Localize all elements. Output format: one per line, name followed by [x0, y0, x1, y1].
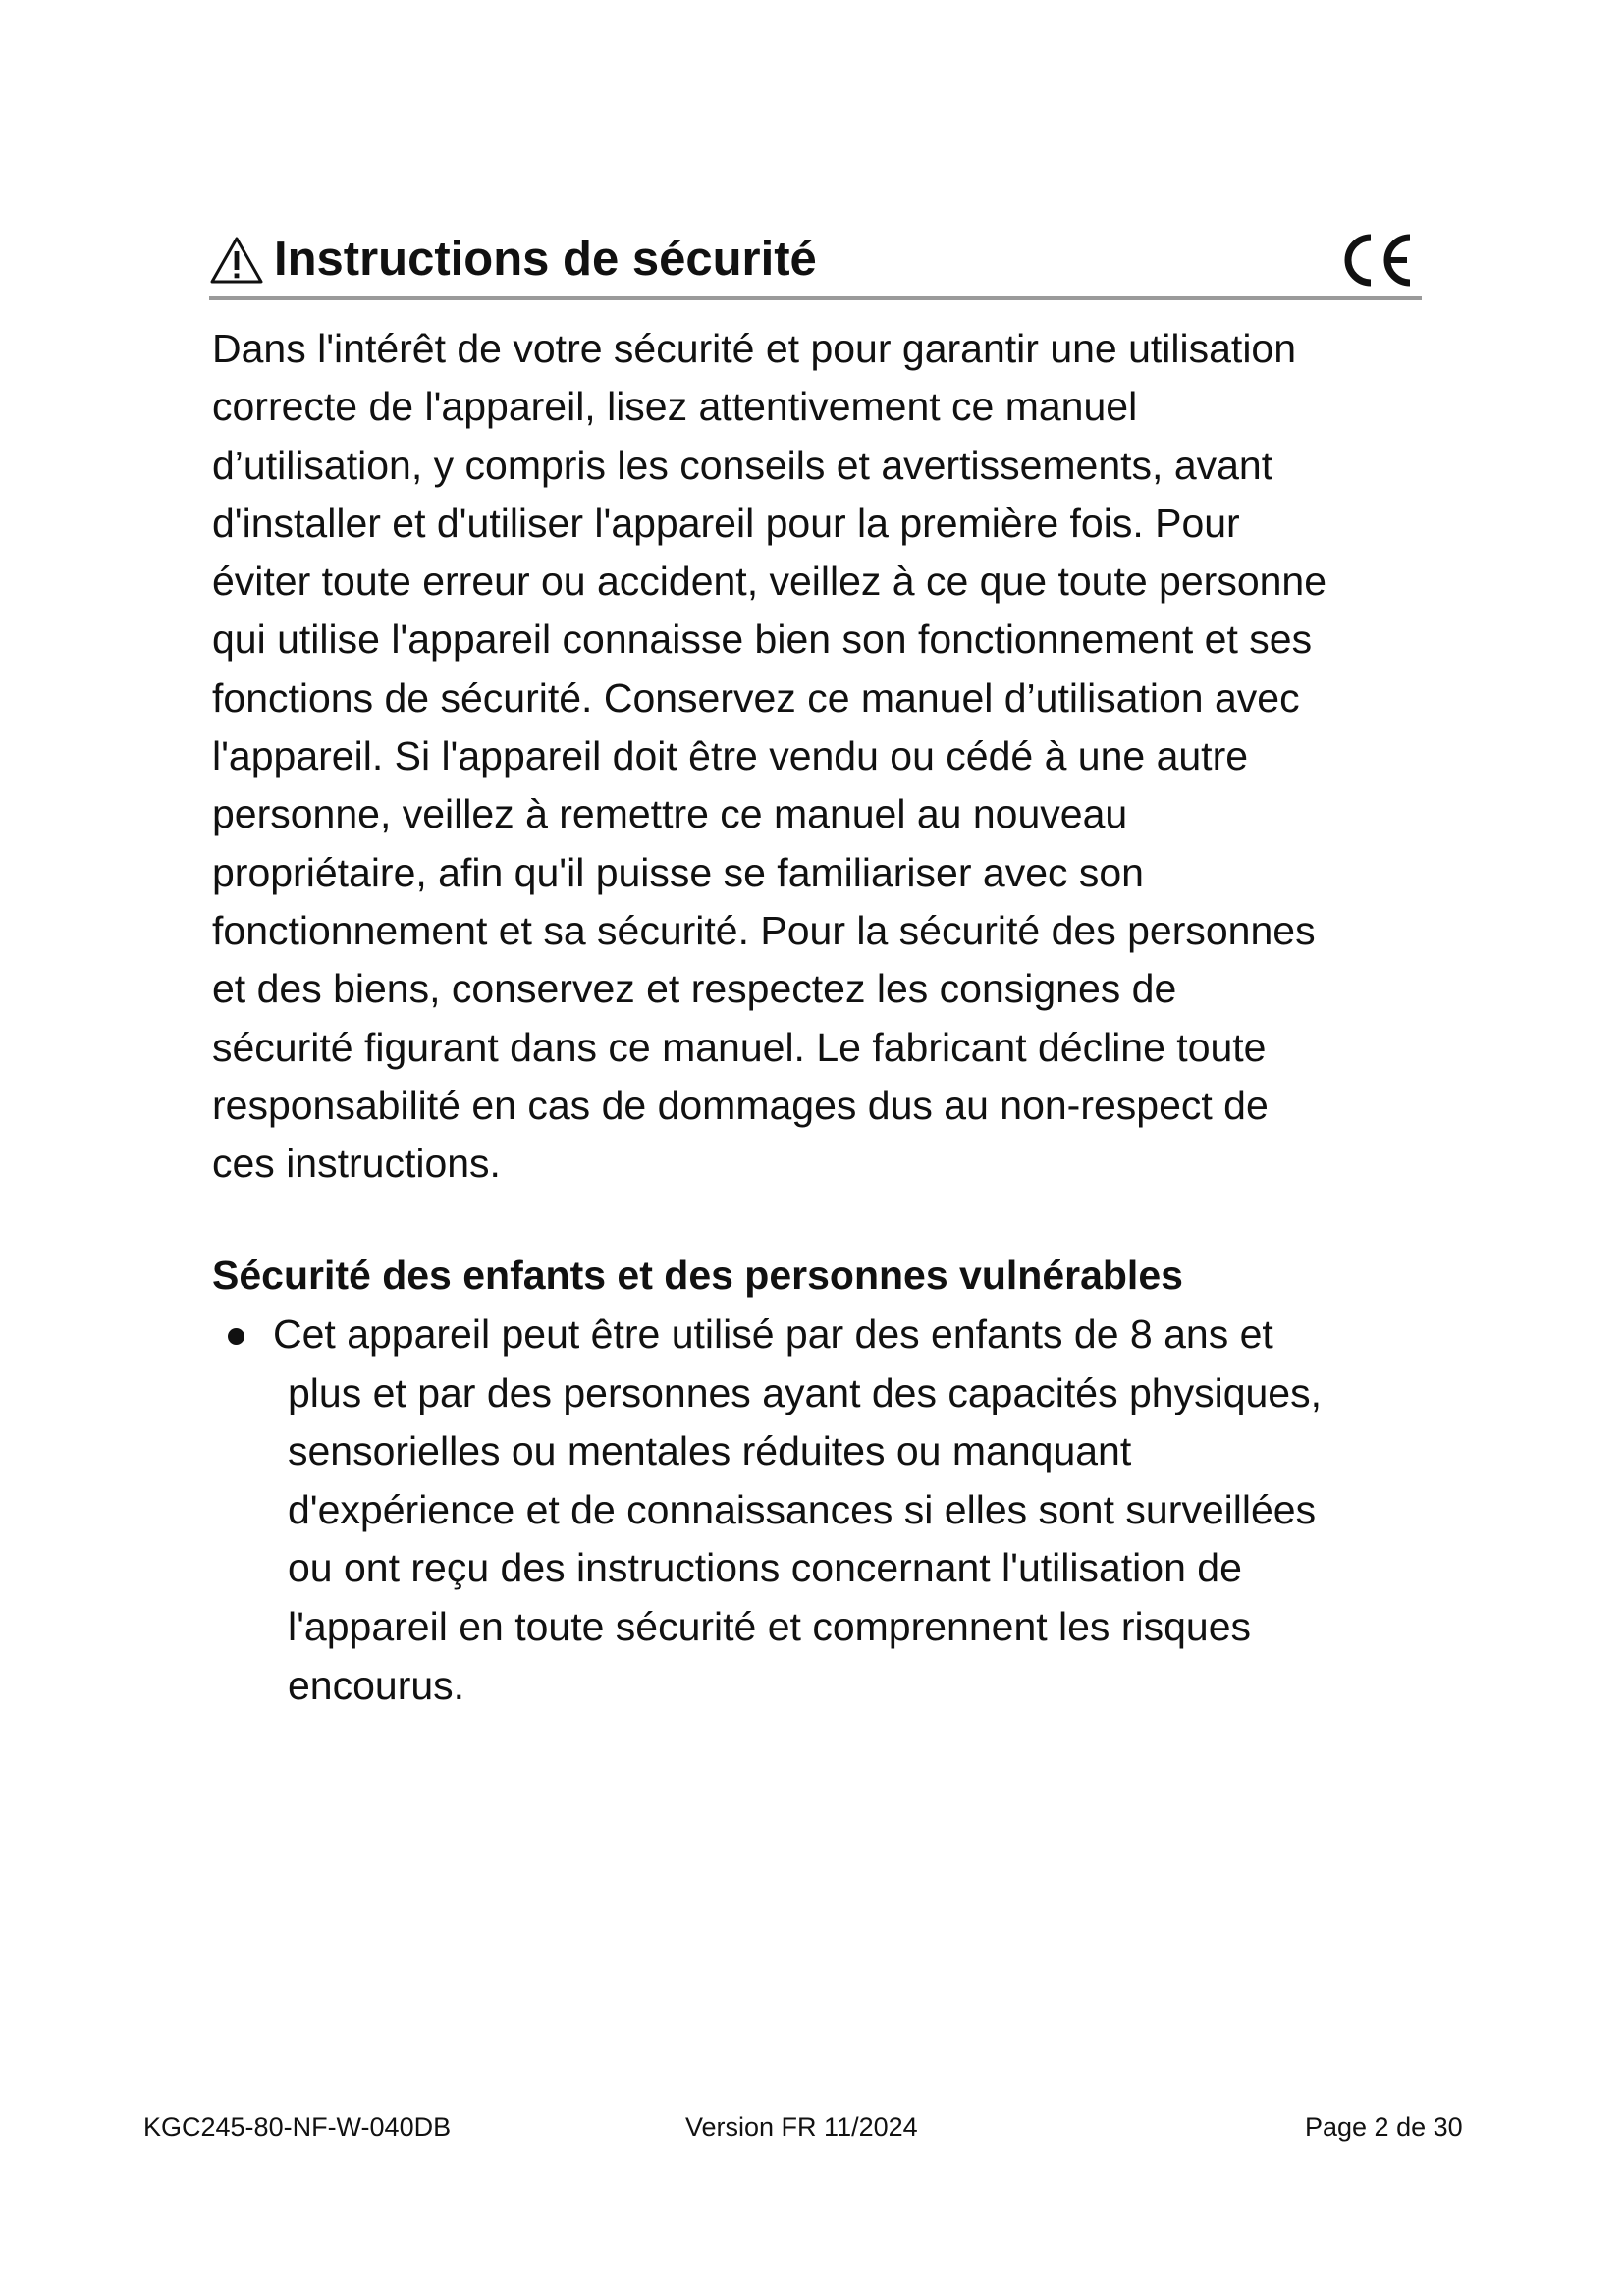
bullet-text — [273, 1306, 1322, 1715]
intro-line: d'installer et d'utiliser l'appareil pour la première fois. Pour — [212, 500, 1240, 546]
intro-line: sécurité figurant dans ce manuel. Le fabricant décline toute — [212, 1024, 1267, 1070]
intro-line: fonctionnement et sa sécurité. Pour la sécurité des personnes — [212, 907, 1316, 953]
intro-line: correcte de l'appareil, lisez attentivement ce manuel — [212, 384, 1138, 430]
page-title: Instructions de sécurité — [274, 233, 817, 286]
bullet-line: ou ont reçu des instructions concernant l'utilisation de — [288, 1545, 1242, 1591]
intro-line: responsabilité en cas de dommages dus au non-respect de — [212, 1082, 1269, 1128]
intro-line: qui utilise l'appareil connaisse bien son fonctionnement et ses — [212, 616, 1313, 663]
bullet-line: d'expérience et de connaissances si elles sont surveillées — [288, 1486, 1317, 1532]
bullet-line: Cet appareil peut être utilisé par des enfants de 8 ans et — [273, 1311, 1273, 1357]
intro-line: Dans l'intérêt de votre sécurité et pour garantir une utilisation — [212, 326, 1297, 371]
intro-line: fonctions de sécurité. Conservez ce manuel d’utilisation avec — [212, 674, 1300, 721]
intro-line: éviter toute erreur ou accident, veillez à ce que toute personne — [212, 559, 1327, 605]
intro-line: propriétaire, afin qu'il puisse se familiariser avec son — [212, 849, 1144, 895]
intro-line: d’utilisation, y compris les conseils et avertissements, avant — [212, 442, 1273, 488]
intro-line: et des biens, conservez et respectez les consignes de — [212, 966, 1177, 1012]
footer-version: Version FR 11/2024 — [685, 2112, 918, 2142]
bullet-line: l'appareil en toute sécurité et comprennent les risques — [288, 1603, 1251, 1649]
bullet-line: encourus. — [288, 1662, 465, 1708]
intro-line: ces instructions. — [212, 1141, 501, 1187]
bullet-line: plus et par des personnes ayant des capacités physiques, — [288, 1369, 1322, 1415]
bullet-icon — [228, 1328, 244, 1345]
bullet-line: sensorielles ou mentales réduites ou manquant — [288, 1428, 1132, 1474]
section-heading: Sécurité des enfants et des personnes vulnérables — [212, 1253, 1183, 1298]
intro-line: l'appareil. Si l'appareil doit être vendu ou cédé à une autre — [212, 733, 1249, 779]
title-divider — [209, 296, 1422, 300]
footer-page-number: Page 2 de 30 — [1305, 2112, 1463, 2142]
ce-mark — [1339, 232, 1414, 289]
footer-model-number: KGC245-80-NF-W-040DB — [143, 2112, 452, 2142]
intro-line: personne, veillez à remettre ce manuel au nouveau — [212, 791, 1128, 837]
intro-paragraph — [212, 320, 1449, 1193]
title-row — [209, 228, 1422, 298]
warning-triangle-icon — [209, 236, 264, 285]
